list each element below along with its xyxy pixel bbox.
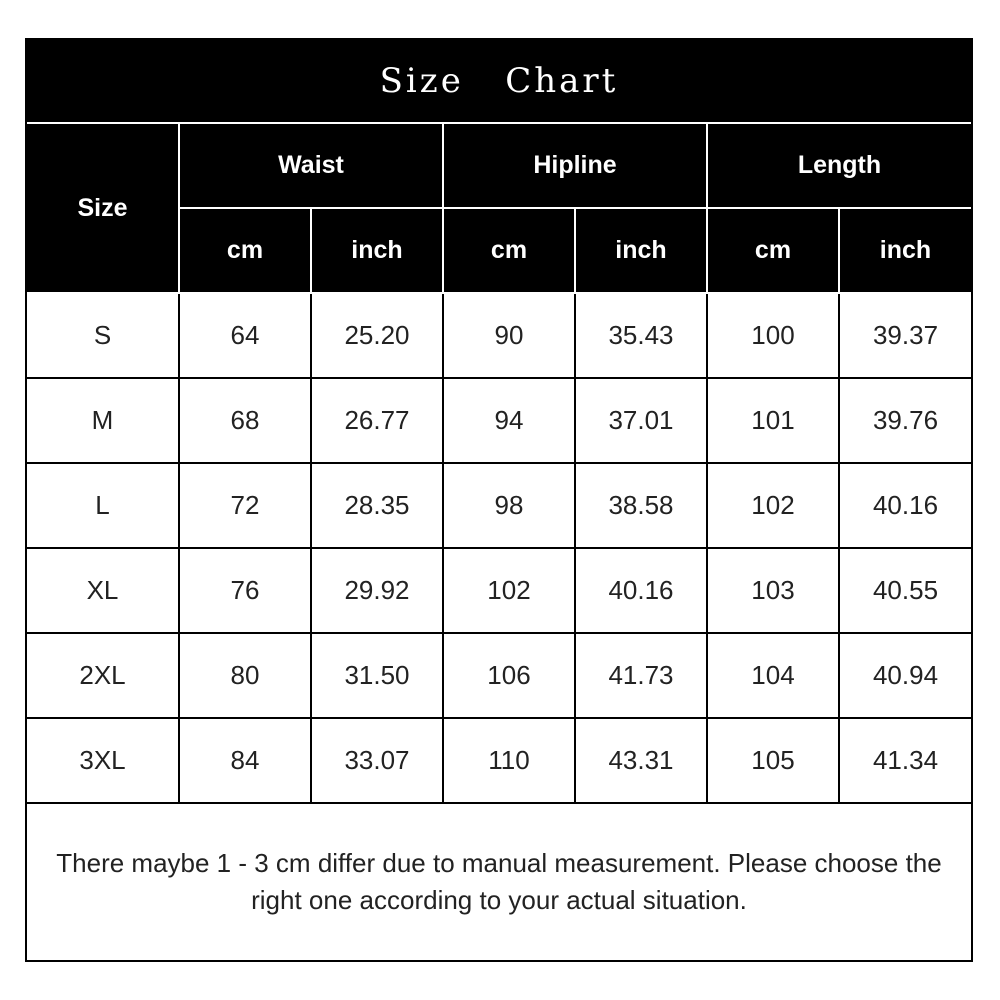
table-row [27, 718, 971, 803]
hipline-cm-cell: 102 [443, 548, 575, 633]
hipline-inch-cell: 41.73 [575, 633, 707, 718]
length-inch-cell: 40.16 [839, 463, 971, 548]
length-inch-header: inch [839, 208, 971, 293]
hipline-inch-cell: 43.31 [575, 718, 707, 803]
size-cell: 2XL [27, 633, 179, 718]
hipline-cm-cell: 98 [443, 463, 575, 548]
hipline-cm-cell: 94 [443, 378, 575, 463]
length-cm-cell: 104 [707, 633, 839, 718]
size-cell: L [27, 463, 179, 548]
measurement-note: There maybe 1 - 3 cm differ due to manual measurement. Please choose the right one according to your actual situation. [56, 847, 942, 915]
waist-inch-cell: 33.07 [311, 718, 443, 803]
waist-inch-cell: 31.50 [311, 633, 443, 718]
title-bar [27, 40, 971, 124]
waist-cm-cell: 72 [179, 463, 311, 548]
hipline-cm-cell: 106 [443, 633, 575, 718]
table-row [27, 633, 971, 718]
length-cm-cell: 102 [707, 463, 839, 548]
waist-group-header: Waist [179, 124, 443, 208]
waist-cm-cell: 64 [179, 293, 311, 378]
size-cell: S [27, 293, 179, 378]
table-row [27, 463, 971, 548]
length-inch-cell: 40.94 [839, 633, 971, 718]
waist-cm-cell: 68 [179, 378, 311, 463]
length-inch-cell: 40.55 [839, 548, 971, 633]
hipline-inch-header: inch [575, 208, 707, 293]
hipline-cm-cell: 110 [443, 718, 575, 803]
size-cell: XL [27, 548, 179, 633]
table-row [27, 293, 971, 378]
table-row [27, 378, 971, 463]
size-table [27, 124, 971, 804]
size-chart [25, 38, 973, 962]
waist-inch-header: inch [311, 208, 443, 293]
length-cm-header: cm [707, 208, 839, 293]
table-body [27, 293, 971, 803]
table-row [27, 548, 971, 633]
hipline-cm-header: cm [443, 208, 575, 293]
size-cell: 3XL [27, 718, 179, 803]
size-cell: M [27, 378, 179, 463]
waist-inch-cell: 28.35 [311, 463, 443, 548]
waist-inch-cell: 25.20 [311, 293, 443, 378]
length-cm-cell: 101 [707, 378, 839, 463]
hipline-inch-cell: 37.01 [575, 378, 707, 463]
waist-cm-cell: 80 [179, 633, 311, 718]
hipline-inch-cell: 40.16 [575, 548, 707, 633]
hipline-inch-cell: 35.43 [575, 293, 707, 378]
waist-inch-cell: 26.77 [311, 378, 443, 463]
length-group-header: Length [707, 124, 971, 208]
length-inch-cell: 39.76 [839, 378, 971, 463]
waist-cm-header: cm [179, 208, 311, 293]
chart-title: Size Chart [379, 61, 619, 101]
length-inch-cell: 41.34 [839, 718, 971, 803]
waist-cm-cell: 76 [179, 548, 311, 633]
length-cm-cell: 100 [707, 293, 839, 378]
hipline-cm-cell: 90 [443, 293, 575, 378]
waist-inch-cell: 29.92 [311, 548, 443, 633]
waist-cm-cell: 84 [179, 718, 311, 803]
length-inch-cell: 39.37 [839, 293, 971, 378]
hipline-inch-cell: 38.58 [575, 463, 707, 548]
hipline-group-header: Hipline [443, 124, 707, 208]
length-cm-cell: 103 [707, 548, 839, 633]
length-cm-cell: 105 [707, 718, 839, 803]
size-column-header: Size [27, 124, 179, 293]
